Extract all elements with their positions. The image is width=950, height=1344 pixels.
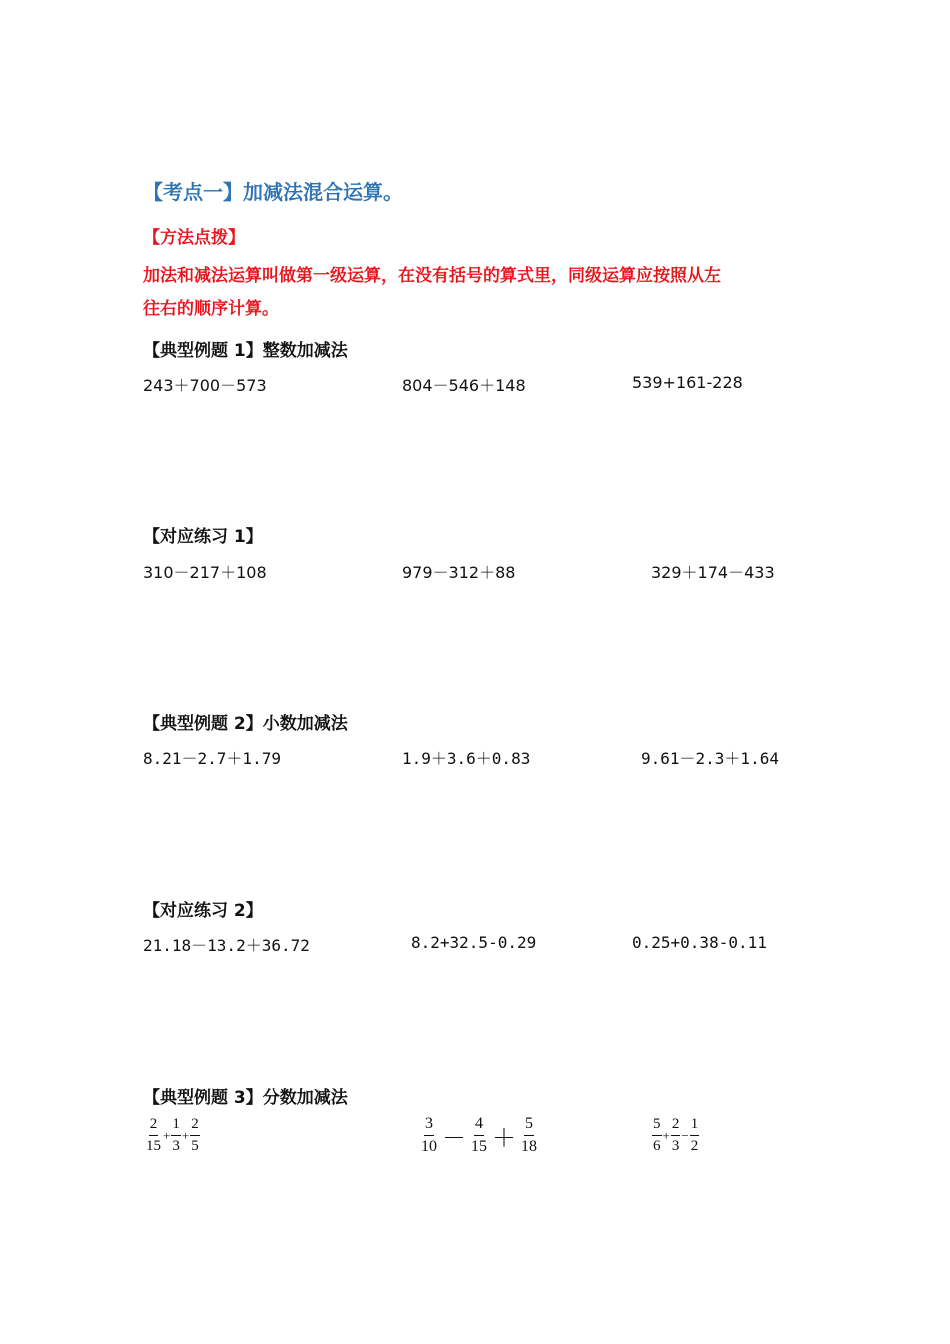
expression-2-3: 329＋174－433 (651, 563, 775, 582)
operator: + (181, 1127, 190, 1143)
section-heading-example-2: 【典型例题 2】小数加减法 (143, 714, 348, 734)
section-heading-example-3: 【典型例题 3】分数加减法 (143, 1088, 348, 1108)
fraction: $\frac{1}{2}$ (690, 1116, 699, 1154)
fraction: $\frac{5}{18}$ (521, 1115, 537, 1155)
expression-2-1: 310－217＋108 (143, 563, 267, 582)
expression-3-3: 9.61－2.3＋1.64 (641, 749, 779, 768)
fraction: $\frac{5}{6}$ (653, 1116, 661, 1154)
expression-4-3: 0.25+0.38-0.11 (632, 933, 767, 952)
fraction: $\frac{3}{10}$ (421, 1115, 437, 1155)
section-heading-practice-1: 【对应练习 1】 (143, 527, 263, 547)
section-heading-example-1: 【典型例题 1】整数加减法 (143, 341, 348, 361)
fraction: $\frac{2}{15}$ (146, 1116, 161, 1154)
fraction: $\frac{1}{3}$ (172, 1116, 180, 1154)
fraction-expression-5-2 (420, 1116, 538, 1155)
fraction: $\frac{2}{5}$ (191, 1116, 199, 1154)
fraction: $\frac{2}{3}$ (671, 1116, 680, 1154)
operator: － (442, 1126, 466, 1152)
method-heading: 【方法点拨】 (143, 228, 245, 248)
method-text-line-1: 加法和减法运算叫做第一级运算，在没有括号的算式里，同级运算应按照从左 (143, 266, 721, 286)
expression-1-3: 539+161-228 (632, 373, 743, 392)
expression-1-1: 243＋700－573 (143, 376, 267, 395)
expression-4-1: 21.18－13.2＋36.72 (143, 936, 310, 955)
fraction: $\frac{4}{15}$ (471, 1115, 487, 1155)
topic-title: 【考点一】加减法混合运算。 (143, 180, 403, 204)
operator: ＋ (492, 1126, 516, 1152)
section-heading-practice-2: 【对应练习 2】 (143, 901, 263, 921)
fraction-expression-5-3 (652, 1117, 699, 1154)
operator: + (163, 1127, 171, 1143)
method-text-line-2: 往右的顺序计算。 (143, 299, 279, 319)
fraction-expression-5-1 (145, 1117, 200, 1154)
expression-2-2: 979－312＋88 (402, 563, 516, 582)
expression-3-1: 8.21－2.7＋1.79 (143, 749, 281, 768)
expression-1-2: 804－546＋148 (402, 376, 526, 395)
operator: − (681, 1127, 689, 1143)
expression-3-2: 1.9＋3.6＋0.83 (402, 749, 531, 768)
operator: + (662, 1127, 670, 1143)
expression-4-2: 8.2+32.5-0.29 (411, 933, 537, 952)
